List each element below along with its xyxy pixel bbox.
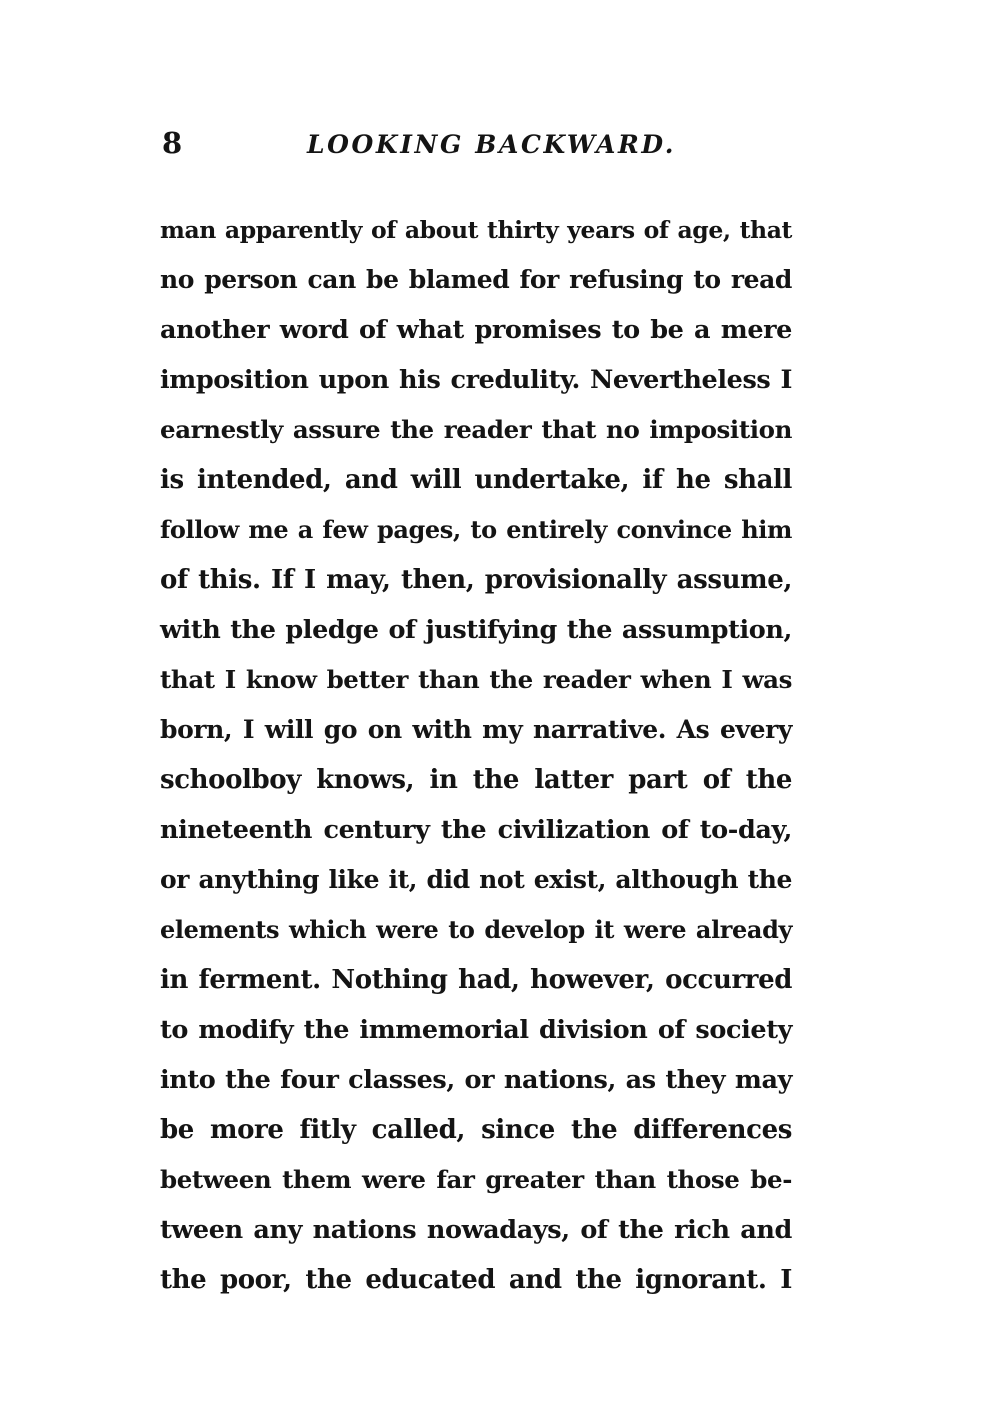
- text-line: to modify the immemorial division of society: [160, 1015, 792, 1045]
- page-number: 8: [162, 126, 183, 160]
- text-line: follow me a few pages, to entirely convince him: [160, 515, 792, 544]
- page-header: [160, 120, 800, 170]
- text-line: man apparently of about thirty years of age, that: [160, 216, 792, 244]
- text-line: born, I will go on with my narrative. As every: [160, 715, 792, 744]
- text-line: of this. If I may, then, provisionally assume,: [160, 565, 792, 595]
- text-line: schoolboy knows, in the latter part of the: [160, 765, 792, 795]
- running-head: LOOKING BACKWARD.: [307, 130, 677, 159]
- text-line: elements which were to develop it were already: [160, 915, 792, 944]
- text-line: in ferment. Nothing had, however, occurred: [160, 965, 792, 995]
- text-line: that I know better than the reader when I was: [160, 665, 792, 694]
- text-line: into the four classes, or nations, as they may: [160, 1065, 792, 1095]
- text-line: between them were far greater than those be-: [160, 1165, 792, 1194]
- body-text: [160, 205, 792, 1305]
- text-line: with the pledge of justifying the assumption,: [160, 615, 792, 645]
- text-line: earnestly assure the reader that no imposition: [160, 415, 792, 444]
- text-line: nineteenth century the civilization of to-day,: [160, 815, 792, 845]
- text-line: be more fitly called, since the differences: [160, 1115, 792, 1145]
- text-line: imposition upon his credulity. Nevertheless I: [160, 365, 792, 395]
- text-line: tween any nations nowadays, of the rich and: [160, 1215, 792, 1245]
- text-line: another word of what promises to be a mere: [160, 315, 792, 345]
- text-line: or anything like it, did not exist, although the: [160, 865, 792, 894]
- text-line: is intended, and will undertake, if he shall: [160, 465, 792, 495]
- text-line: the poor, the educated and the ignorant. I: [160, 1265, 792, 1295]
- text-line: no person can be blamed for refusing to read: [160, 265, 792, 294]
